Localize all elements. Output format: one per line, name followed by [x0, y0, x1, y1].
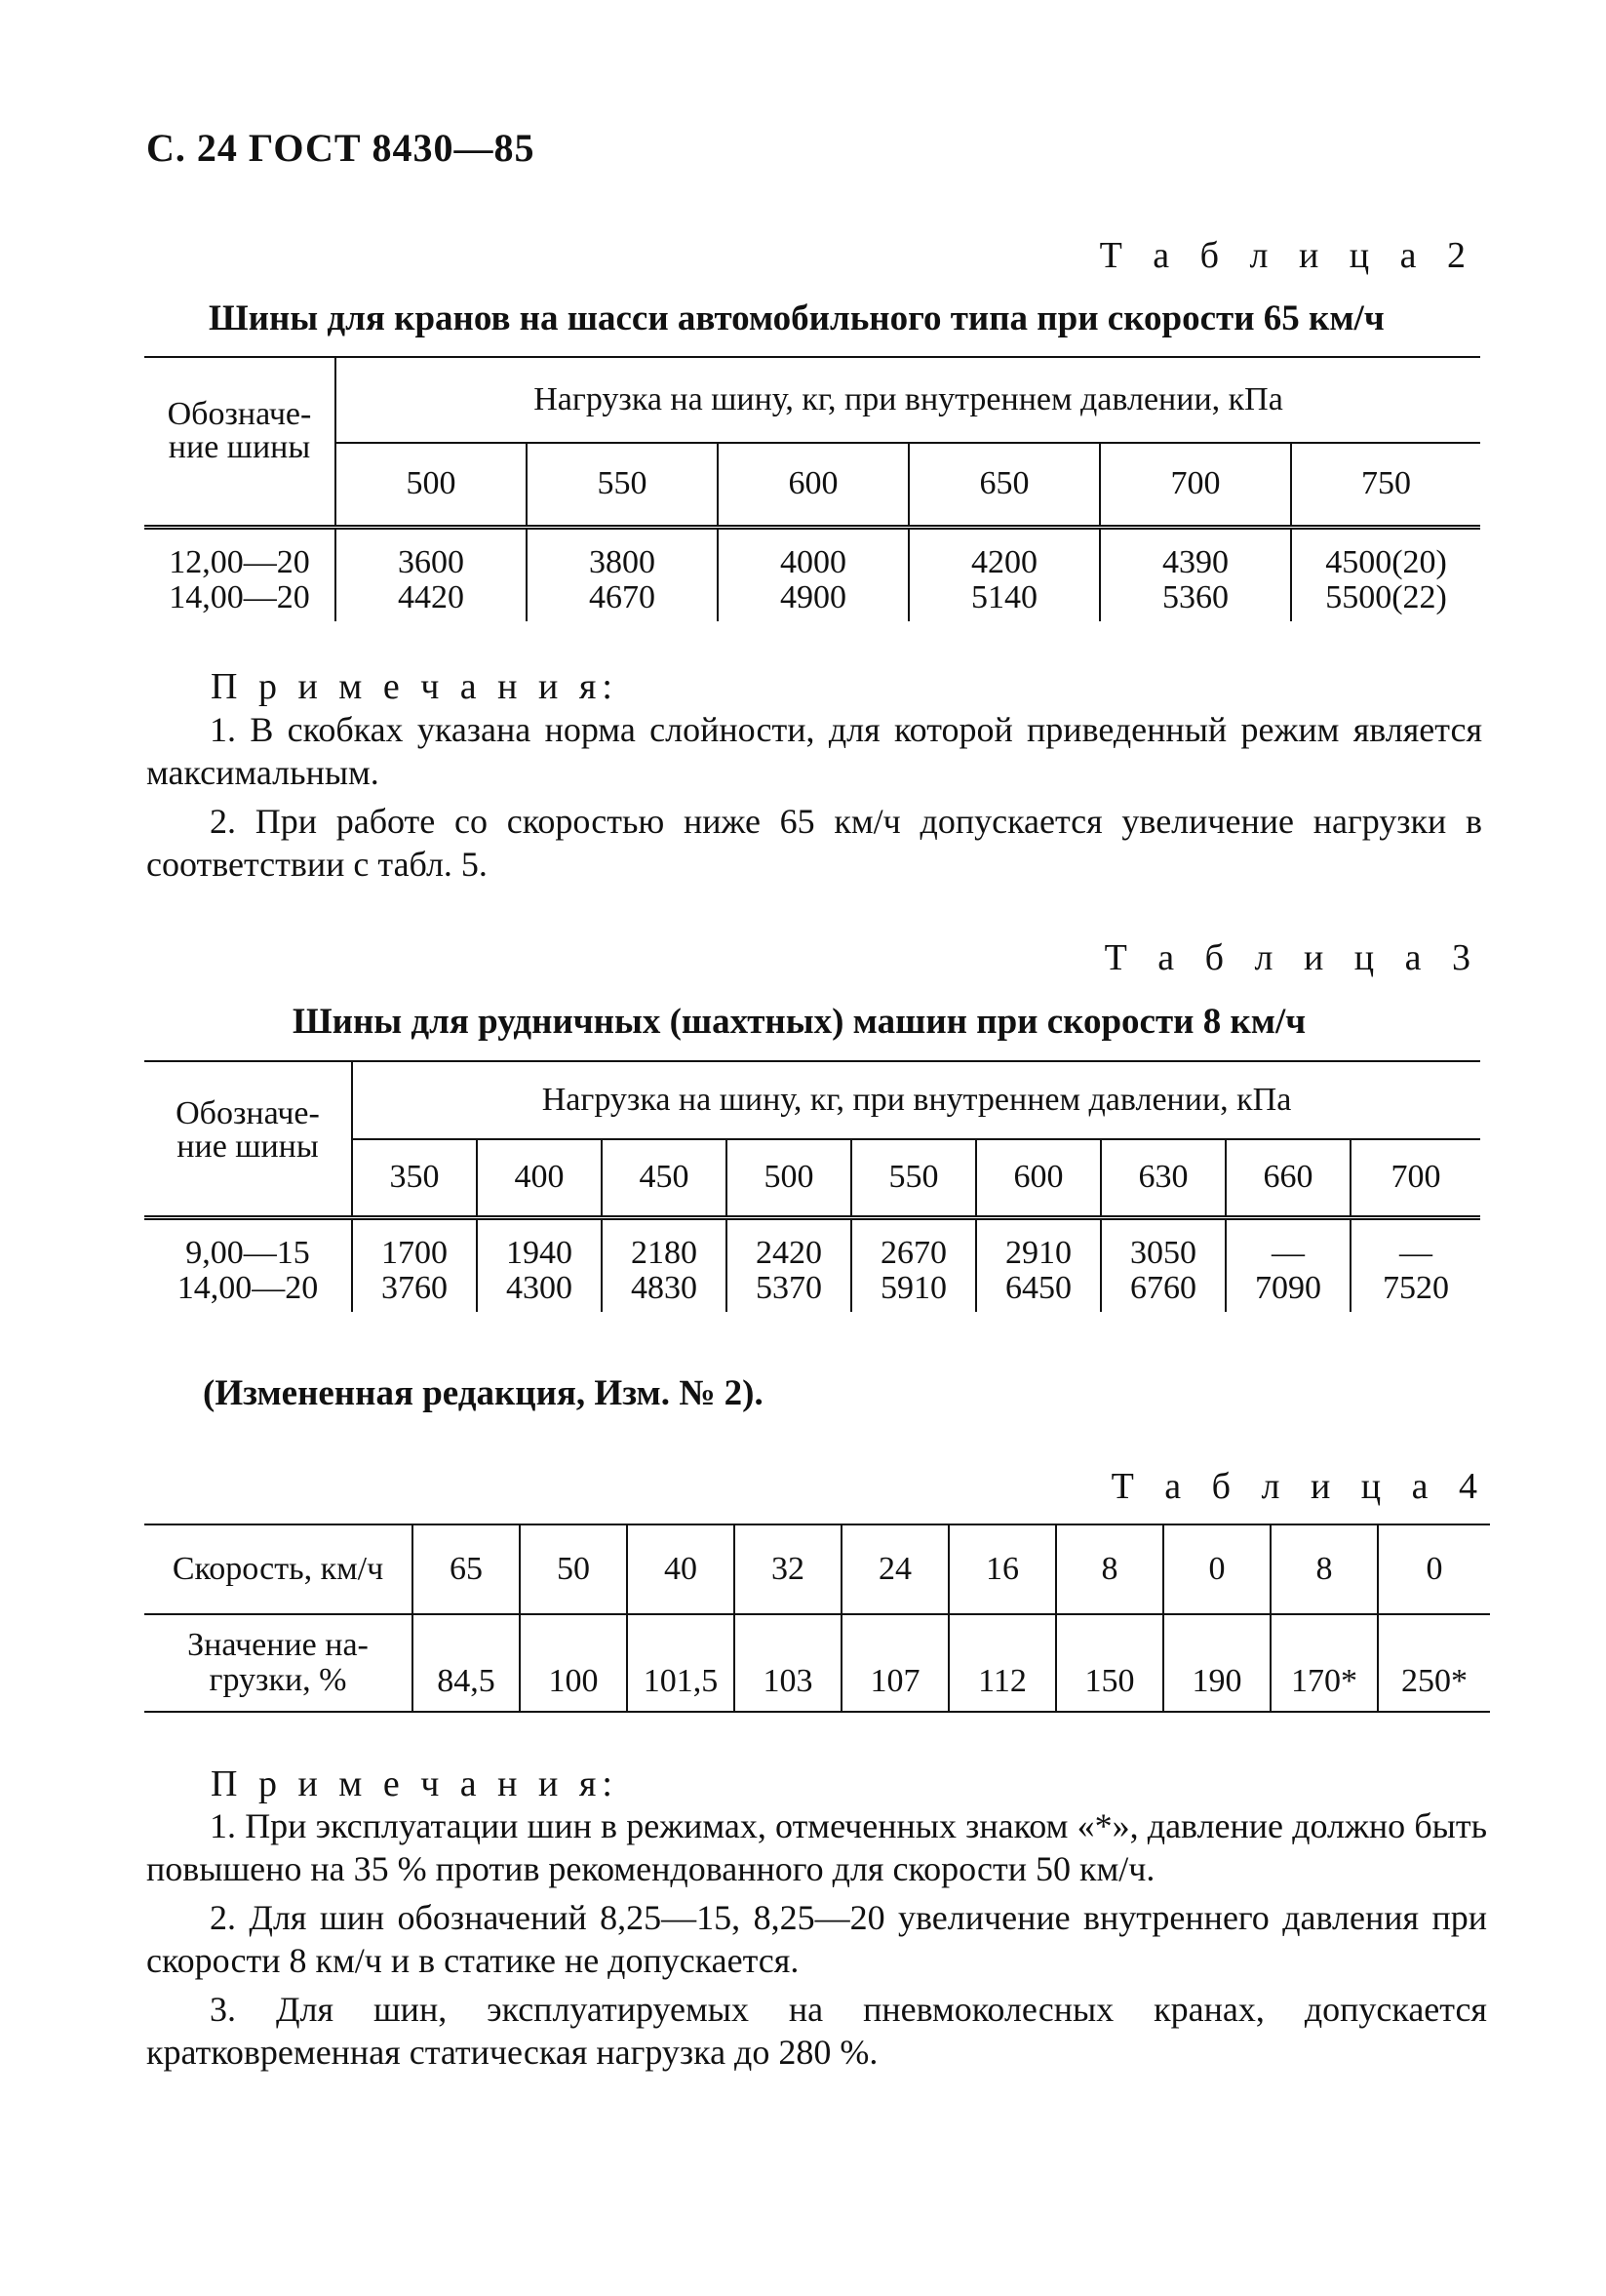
table2-label: Т а б л и ц а 2: [1099, 235, 1476, 276]
table3-pressure: 450: [602, 1139, 726, 1217]
table-cell: 112: [949, 1614, 1056, 1712]
table-cell: —: [1399, 1234, 1433, 1271]
table-cell: 5370: [726, 1271, 851, 1312]
table-cell: 250*: [1378, 1614, 1490, 1712]
table-cell: 4900: [718, 580, 909, 621]
table2-pressure: 650: [909, 443, 1100, 527]
table2-title: Шины для кранов на шасси автомобильного типа при скорости 65 км/ч: [209, 298, 1385, 338]
note-item: 2. При работе со скоростью ниже 65 км/ч допускается увеличение нагрузки в соответствии с табл. 5.: [146, 802, 1482, 884]
table-cell: 3760: [352, 1271, 477, 1312]
table-cell: 50: [520, 1524, 627, 1614]
table-cell: 65: [412, 1524, 520, 1614]
table2-pressure: 750: [1291, 443, 1480, 527]
table3-pressure: 550: [851, 1139, 976, 1217]
table-cell: 3600: [335, 527, 527, 580]
table-cell: 103: [734, 1614, 842, 1712]
table-cell: 5360: [1100, 580, 1291, 621]
notes1: [146, 708, 1482, 886]
tire-size: 14,00—20: [144, 1271, 352, 1312]
table-cell: 4300: [477, 1271, 602, 1312]
note-item: 1. В скобках указана норма слойности, для которой приведенный режим является максимальным.: [146, 710, 1482, 792]
table4-row2-header: Значение на- грузки, %: [144, 1614, 412, 1712]
table-cell: 2910: [976, 1217, 1101, 1271]
table2-group-header: Нагрузка на шину, кг, при внутреннем давлении, кПа: [335, 357, 1480, 443]
table-cell: 2420: [726, 1217, 851, 1271]
table-cell: 6450: [976, 1271, 1101, 1312]
table-cell: —: [1226, 1217, 1351, 1271]
table-cell: 7090: [1226, 1271, 1351, 1312]
table-cell: 107: [842, 1614, 949, 1712]
note-item: 3. Для шин, эксплуатируемых на пневмоколесных кранах, допускается кратковременная статическая нагрузка до 280 %.: [146, 1990, 1487, 2072]
table2: [144, 356, 1480, 621]
table-cell: 4830: [602, 1271, 726, 1312]
table-row: [144, 580, 1480, 621]
table4-speed-row: [144, 1524, 1490, 1614]
table-row: [144, 527, 1480, 580]
table-cell: 3050: [1101, 1217, 1226, 1271]
table-cell: 150: [1056, 1614, 1163, 1712]
page-header: С. 24 ГОСТ 8430—85: [146, 126, 535, 170]
table4: [144, 1524, 1490, 1713]
table-cell: 4420: [335, 580, 527, 621]
table3-col-header: Обозначе- ние шины: [144, 1061, 352, 1217]
table-cell: 4670: [527, 580, 718, 621]
table-cell: 1940: [477, 1217, 602, 1271]
table-row: [144, 1271, 1480, 1312]
table2-pressure: 550: [527, 443, 718, 527]
table-row: [144, 1217, 1480, 1271]
table3-label: Т а б л и ц а 3: [1104, 937, 1481, 978]
table4-label: Т а б л и ц а 4: [1111, 1466, 1488, 1507]
table-cell: 32: [734, 1524, 842, 1614]
table-cell: 5910: [851, 1271, 976, 1312]
table-cell: 5500(22): [1325, 578, 1447, 615]
table-cell: 8: [1271, 1524, 1378, 1614]
table-cell: 4000: [718, 527, 909, 580]
table-cell: 5140: [909, 580, 1100, 621]
table-cell: 0: [1378, 1524, 1490, 1614]
tire-size: 12,00—20: [144, 527, 335, 580]
table-cell: 6760: [1101, 1271, 1226, 1312]
tire-size: 9,00—15: [144, 1217, 352, 1271]
table4-load-row: [144, 1614, 1490, 1712]
table2-pressure-row: [144, 443, 1480, 527]
table-cell: 100: [520, 1614, 627, 1712]
table-cell: 190: [1163, 1614, 1271, 1712]
table-cell: 4390: [1100, 527, 1291, 580]
table-cell: 24: [842, 1524, 949, 1614]
tire-size: 14,00—20: [144, 580, 335, 621]
notes2-heading: П р и м е ч а н и я:: [211, 1763, 618, 1804]
table2-pressure: 700: [1100, 443, 1291, 527]
table3-pressure: 500: [726, 1139, 851, 1217]
table-cell: 170*: [1271, 1614, 1378, 1712]
table-cell: 84,5: [412, 1614, 520, 1712]
table3-title: Шины для рудничных (шахтных) машин при скорости 8 км/ч: [293, 1002, 1307, 1042]
table3-pressure: 630: [1101, 1139, 1226, 1217]
table2-col-header: Обозначе- ние шины: [144, 357, 335, 527]
table-cell: 7520: [1383, 1269, 1450, 1306]
table-cell: 101,5: [627, 1614, 734, 1712]
table-cell: 1700: [352, 1217, 477, 1271]
table-cell: 4500(20): [1325, 543, 1447, 580]
table-cell: 4200: [909, 527, 1100, 580]
table-cell: 2180: [602, 1217, 726, 1271]
table2-pressure: 600: [718, 443, 909, 527]
table-cell: 8: [1056, 1524, 1163, 1614]
note-item: 1. При эксплуатации шин в режимах, отмеченных знаком «*», давление должно быть повышено на 35 % против рекомендованного для скорости 50 км/ч.: [146, 1806, 1487, 1888]
table3-group-header: Нагрузка на шину, кг, при внутреннем давлении, кПа: [352, 1061, 1480, 1139]
notes2: [146, 1804, 1487, 2074]
note-item: 2. Для шин обозначений 8,25—15, 8,25—20 увеличение внутреннего давления при скорости 8 км/ч и в статике не допускается.: [146, 1898, 1487, 1980]
table3-pressure: 350: [352, 1139, 477, 1217]
notes1-heading: П р и м е ч а н и я:: [211, 666, 618, 707]
table2-pressure: 500: [335, 443, 527, 527]
table3-pressure: 660: [1226, 1139, 1351, 1217]
table3-pressure: 700: [1351, 1139, 1480, 1217]
table-cell: 3800: [527, 527, 718, 580]
table-cell: 16: [949, 1524, 1056, 1614]
table3-pressure: 400: [477, 1139, 602, 1217]
table3-pressure: 600: [976, 1139, 1101, 1217]
amendment-note: (Измененная редакция, Изм. № 2).: [203, 1373, 764, 1413]
table-cell: 0: [1163, 1524, 1271, 1614]
table-cell: 40: [627, 1524, 734, 1614]
table3: [144, 1060, 1480, 1312]
table4-row1-header: Скорость, км/ч: [144, 1524, 412, 1614]
table-cell: 2670: [851, 1217, 976, 1271]
